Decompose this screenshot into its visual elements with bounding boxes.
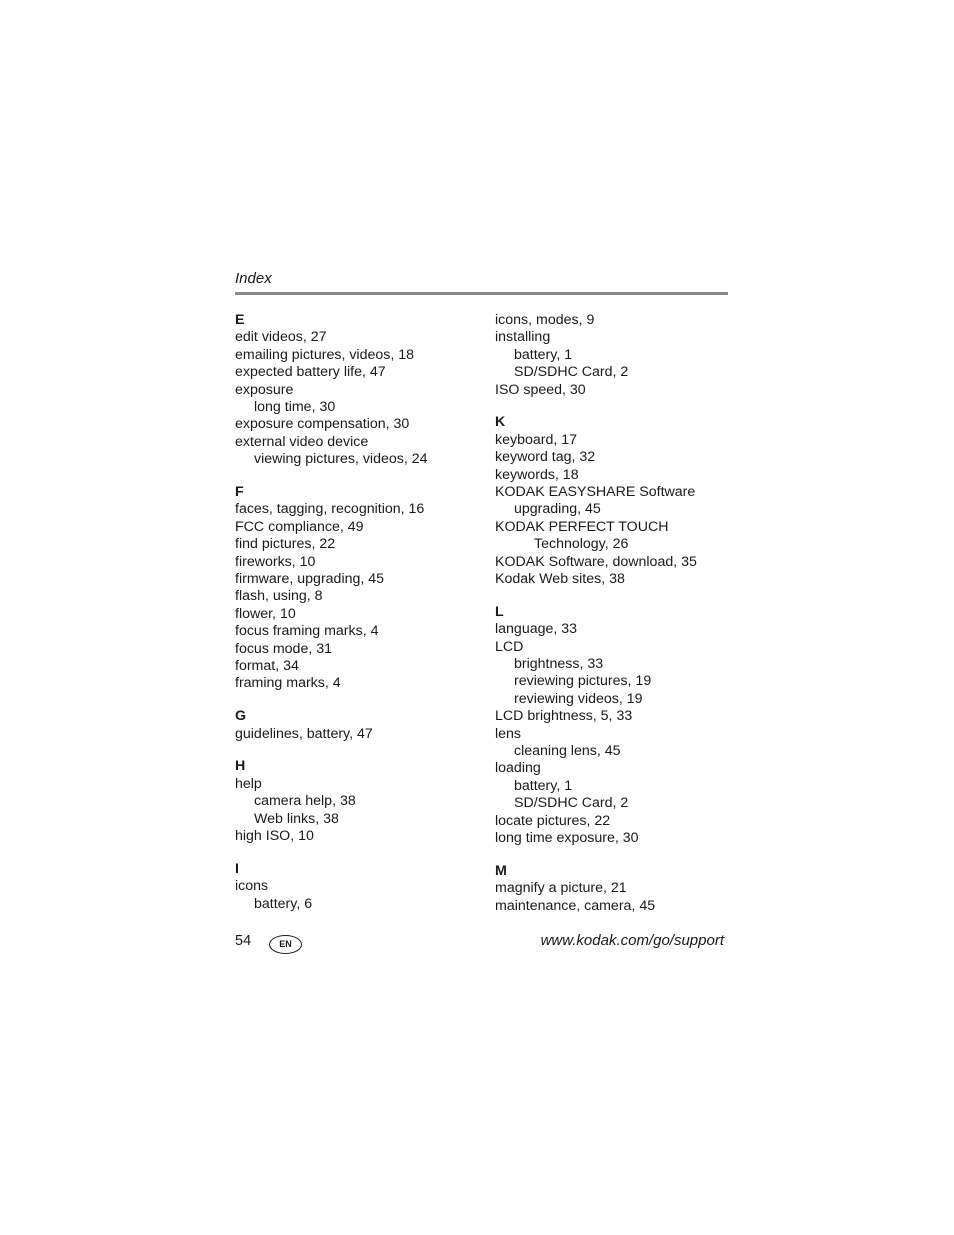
section-letter: E — [235, 312, 245, 328]
index-entry: installing — [495, 329, 551, 346]
section-letter: L — [495, 603, 504, 620]
index-entry: lens — [495, 725, 522, 742]
index-entry: emailing pictures, videos, 18 — [235, 346, 415, 363]
index-entry: Kodak Web sites, 38 — [495, 570, 625, 587]
index-entry: long time exposure, 30 — [495, 829, 639, 846]
index-entry: framing marks, 4 — [235, 675, 341, 692]
index-entry: keywords, 18 — [495, 466, 579, 483]
section-letter: I — [235, 860, 239, 877]
index-entry: expected battery life, 47 — [235, 364, 386, 381]
index-subentry: viewing pictures, videos, 24 — [254, 451, 428, 468]
index-column-right — [495, 312, 735, 915]
header-divider — [235, 292, 728, 295]
index-entry: firmware, upgrading, 45 — [235, 570, 385, 587]
section-spacer — [235, 743, 475, 759]
index-entry: FCC compliance, 49 — [235, 518, 364, 535]
index-subentry: camera help, 38 — [254, 793, 356, 810]
index-entry: exposure — [235, 381, 294, 398]
index-subentry: long time, 30 — [254, 398, 336, 415]
section-letter: F — [235, 484, 244, 501]
index-entry: icons, modes, 9 — [495, 312, 595, 328]
section-spacer — [235, 693, 475, 709]
index-entry: help — [235, 775, 262, 792]
section-letter: H — [235, 758, 246, 775]
index-entry: flower, 10 — [235, 605, 296, 622]
index-entry: language, 33 — [495, 621, 578, 638]
index-entry: edit videos, 27 — [235, 329, 327, 346]
section-spacer — [495, 847, 735, 863]
page-number: 54 — [235, 933, 252, 949]
section-letter: G — [235, 708, 247, 725]
index-entry: find pictures, 22 — [235, 536, 336, 553]
index-entry: KODAK PERFECT TOUCH — [495, 518, 669, 535]
index-entry: focus mode, 31 — [235, 640, 333, 657]
page-header-title: Index — [235, 270, 272, 287]
index-subentry: SD/SDHC Card, 2 — [514, 795, 629, 812]
index-entry: ISO speed, 30 — [495, 381, 586, 398]
section-letter: K — [495, 414, 506, 431]
index-entry: exposure compensation, 30 — [235, 416, 410, 433]
index-entry: focus framing marks, 4 — [235, 623, 379, 640]
index-subentry: battery, 6 — [254, 895, 313, 912]
index-entry: keyword tag, 32 — [495, 449, 596, 466]
index-entry: format, 34 — [235, 657, 299, 674]
index-subentry: upgrading, 45 — [514, 501, 601, 518]
index-subentry: brightness, 33 — [514, 656, 604, 673]
index-subentry: SD/SDHC Card, 2 — [514, 364, 629, 381]
section-spacer — [495, 588, 735, 604]
section-spacer — [235, 845, 475, 861]
index-entry: guidelines, battery, 47 — [235, 725, 373, 742]
index-entry: keyboard, 17 — [495, 431, 578, 448]
index-entry: LCD brightness, 5, 33 — [495, 708, 633, 725]
index-entry: fireworks, 10 — [235, 553, 316, 570]
section-letter: M — [495, 862, 507, 879]
index-subentry: cleaning lens, 45 — [514, 742, 621, 759]
index-column-left — [235, 312, 475, 913]
index-entry: magnify a picture, 21 — [495, 880, 627, 897]
index-entry: KODAK Software, download, 35 — [495, 553, 697, 570]
section-spacer — [495, 399, 735, 415]
index-entry: maintenance, camera, 45 — [495, 897, 656, 914]
index-subentry: reviewing videos, 19 — [514, 690, 643, 707]
index-subentry: Web links, 38 — [254, 810, 339, 827]
index-entry: KODAK EASYSHARE Software — [495, 484, 696, 501]
index-entry: LCD — [495, 638, 524, 655]
index-entry: high ISO, 10 — [235, 828, 314, 845]
index-entry: external video device — [235, 433, 369, 450]
language-badge: EN — [269, 935, 302, 954]
index-entry: locate pictures, 22 — [495, 812, 611, 829]
index-entry: flash, using, 8 — [235, 588, 323, 605]
index-subentry: reviewing pictures, 19 — [514, 673, 652, 690]
index-subentry: battery, 1 — [514, 346, 573, 363]
index-entry: faces, tagging, recognition, 16 — [235, 501, 425, 518]
section-spacer — [235, 469, 475, 485]
index-entry: loading — [495, 760, 541, 777]
index-entry: icons — [235, 878, 269, 895]
index-subentry: battery, 1 — [514, 777, 573, 794]
support-url: www.kodak.com/go/support — [540, 932, 724, 949]
index-subentry-continued: Technology, 26 — [534, 536, 629, 553]
